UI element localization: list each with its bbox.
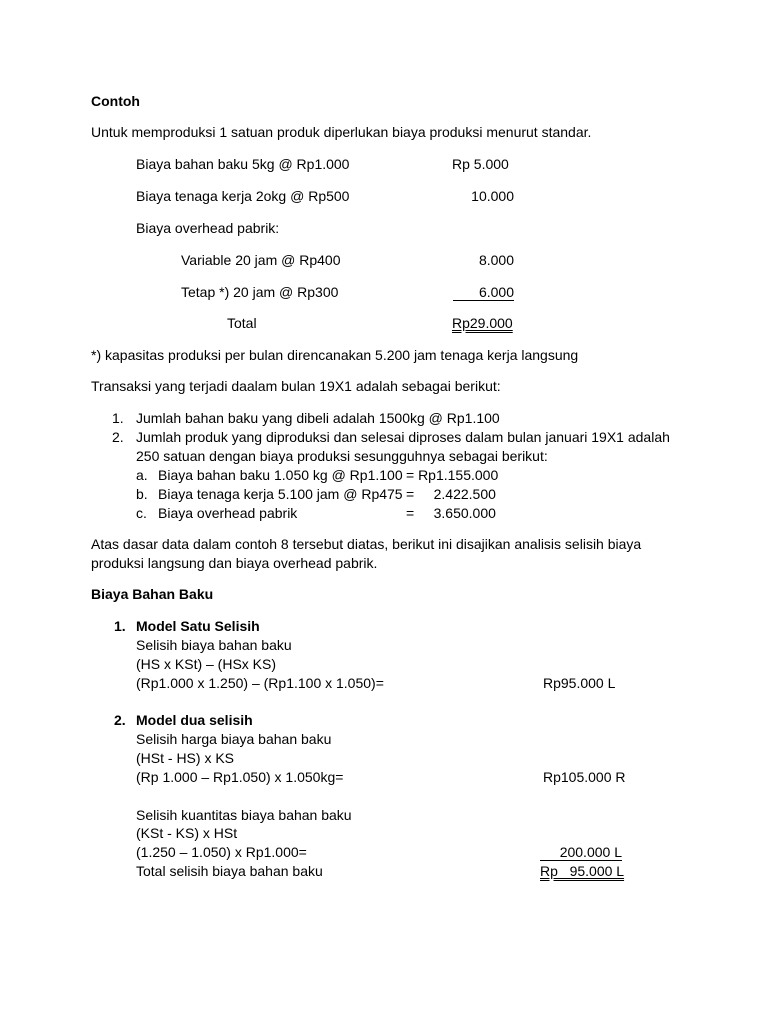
sub-item: Biaya overhead pabrik bbox=[158, 505, 298, 521]
total-value: Rp29.000 bbox=[452, 315, 513, 331]
model-formula: (HS x KSt) – (HSx KS) bbox=[136, 656, 277, 672]
list-item: Jumlah bahan baku yang dibeli adalah 1500kg @ Rp1.100 bbox=[136, 410, 500, 426]
list-item: Jumlah produk yang diproduksi dan selesai diproses dalam bulan januari 19X1 adalah bbox=[136, 429, 670, 445]
model-value: Rp105.000 R bbox=[543, 769, 626, 785]
intro-text: Untuk memproduksi 1 satuan produk diperlukan biaya produksi menurut standar. bbox=[91, 124, 592, 140]
sub-item: Biaya tenaga kerja 5.100 jam @ Rp475 bbox=[158, 486, 403, 502]
row-value: Rp 5.000 bbox=[452, 156, 509, 172]
row-label: Variable 20 jam @ Rp400 bbox=[181, 252, 341, 268]
sub-item-value: = Rp1.155.000 bbox=[406, 467, 499, 483]
row-value: 10.000 bbox=[471, 188, 514, 204]
row-label: Biaya tenaga kerja 2okg @ Rp500 bbox=[136, 188, 350, 204]
sub-item-value: = 3.650.000 bbox=[406, 505, 496, 521]
row-value-underlined: 6.000 bbox=[453, 285, 514, 301]
sub-item-value: = 2.422.500 bbox=[406, 486, 496, 502]
model-value: Rp95.000 L bbox=[543, 675, 616, 691]
model-line: Selisih biaya bahan baku bbox=[136, 637, 292, 653]
transactions-intro: Transaksi yang terjadi daalam bulan 19X1 adalah sebagai berikut: bbox=[91, 378, 501, 394]
total-value: Rp 95.000 L bbox=[540, 863, 625, 879]
sub-letter: a. bbox=[136, 467, 148, 483]
total-label: Total bbox=[227, 315, 257, 331]
model-number: 2. bbox=[114, 712, 126, 728]
model-formula: (HSt - HS) x KS bbox=[136, 750, 235, 766]
row-label: Tetap *) 20 jam @ Rp300 bbox=[181, 284, 339, 300]
model-calculation: (Rp1.000 x 1.250) – (Rp1.100 x 1.050)= bbox=[136, 675, 384, 691]
model-line: Selisih kuantitas biaya bahan baku bbox=[136, 807, 352, 823]
model-value-underlined: 200.000 L bbox=[540, 845, 622, 861]
model-calculation: (1.250 – 1.050) x Rp1.000= bbox=[136, 844, 307, 860]
model-number: 1. bbox=[114, 618, 126, 634]
analysis-intro: Atas dasar data dalam contoh 8 tersebut diatas, berikut ini disajikan analisis selisih biaya bbox=[91, 536, 642, 552]
analysis-intro-continued: produksi langsung dan biaya overhead pabrik. bbox=[91, 555, 378, 571]
total-label: Total selisih biaya bahan baku bbox=[136, 863, 323, 879]
footnote: *) kapasitas produksi per bulan direncanakan 5.200 jam tenaga kerja langsung bbox=[91, 347, 579, 363]
list-item-continued: 250 satuan dengan biaya produksi sesungguhnya sebagai berikut: bbox=[136, 448, 548, 464]
list-number: 1. bbox=[112, 410, 124, 426]
row-value: 8.000 bbox=[478, 252, 514, 268]
row-label: Biaya overhead pabrik: bbox=[136, 220, 280, 236]
sub-item: Biaya bahan baku 1.050 kg @ Rp1.100 bbox=[158, 467, 403, 483]
heading: Contoh bbox=[91, 93, 140, 109]
model-formula: (KSt - KS) x HSt bbox=[136, 825, 238, 841]
model-line: Selisih harga biaya bahan baku bbox=[136, 731, 332, 747]
sub-letter: b. bbox=[136, 486, 148, 502]
model-calculation: (Rp 1.000 – Rp1.050) x 1.050kg= bbox=[136, 769, 344, 785]
row-label: Biaya bahan baku 5kg @ Rp1.000 bbox=[136, 156, 350, 172]
section-title: Biaya Bahan Baku bbox=[91, 586, 214, 602]
model-title: Model Satu Selisih bbox=[136, 618, 260, 634]
list-number: 2. bbox=[112, 429, 124, 445]
sub-letter: c. bbox=[136, 505, 147, 521]
model-title: Model dua selisih bbox=[136, 712, 253, 728]
